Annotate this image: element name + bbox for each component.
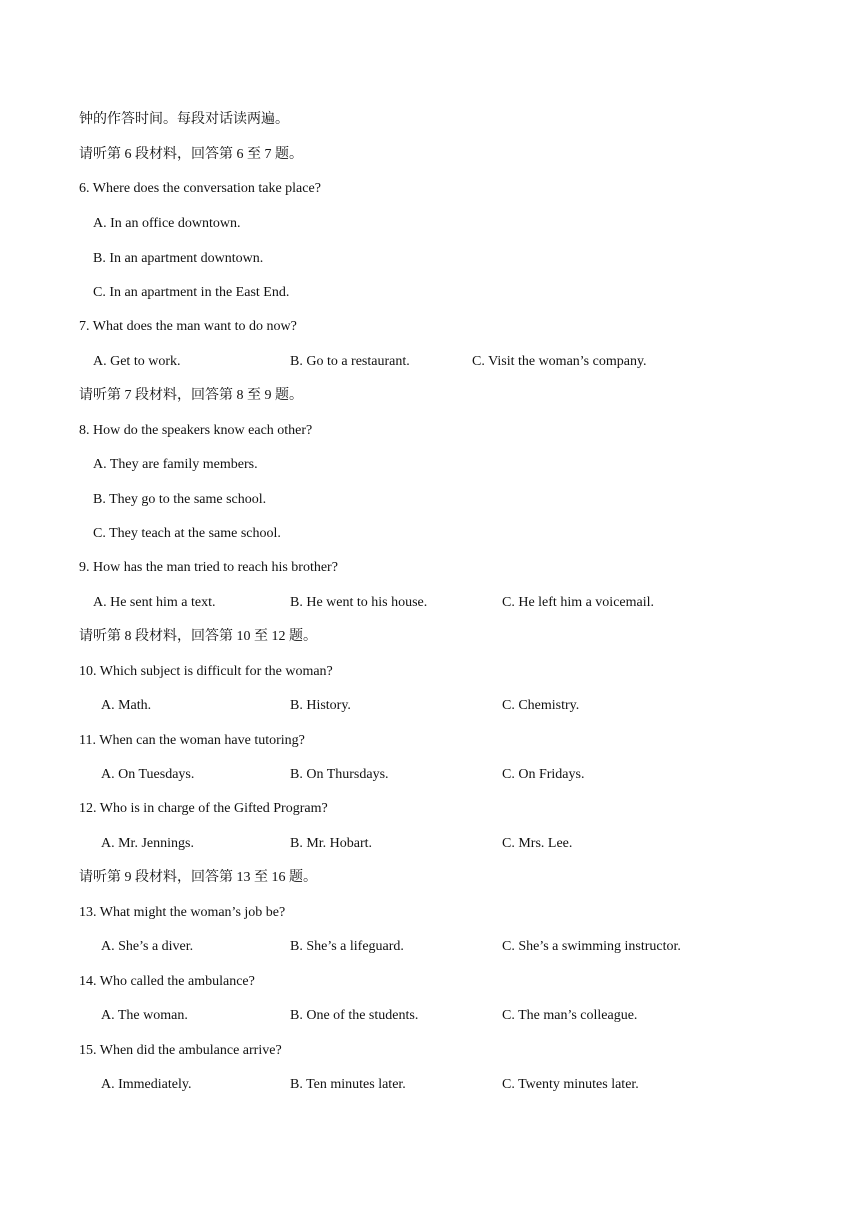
- question-9-option-a: A. He sent him a text.: [93, 595, 216, 610]
- question-10-option-c: C. Chemistry.: [502, 698, 580, 713]
- question-7-stem: 7. What does the man want to do now?: [79, 319, 297, 334]
- question-13-option-c: C. She’s a swimming instructor.: [502, 939, 681, 954]
- question-15-stem: 15. When did the ambulance arrive?: [79, 1043, 282, 1058]
- question-8-option-b: B. They go to the same school.: [93, 492, 267, 507]
- question-10-stem: 10. Which subject is difficult for the woman?: [79, 664, 333, 679]
- section-6-instruction: 请听第 6 段材料，回答第 6 至 7 题。: [79, 147, 303, 162]
- question-13-option-b: B. She’s a lifeguard.: [290, 939, 404, 954]
- question-7-option-a: A. Get to work.: [93, 354, 181, 369]
- question-11-option-b: B. On Thursdays.: [290, 767, 389, 782]
- question-11-option-c: C. On Fridays.: [502, 767, 585, 782]
- question-12-option-b: B. Mr. Hobart.: [290, 836, 373, 851]
- question-6-option-a: A. In an office downtown.: [93, 216, 241, 231]
- instructions-text: 钟的作答时间。每段对话读两遍。: [79, 112, 289, 127]
- section-9-instruction: 请听第 9 段材料，回答第 13 至 16 题。: [79, 870, 317, 885]
- question-7-option-c: C. Visit the woman’s company.: [472, 354, 647, 369]
- question-6-stem: 6. Where does the conversation take place?: [79, 181, 321, 196]
- question-9-option-b: B. He went to his house.: [290, 595, 428, 610]
- question-13-option-a: A. She’s a diver.: [101, 939, 194, 954]
- question-12-option-a: A. Mr. Jennings.: [101, 836, 194, 851]
- section-7-instruction: 请听第 7 段材料，回答第 8 至 9 题。: [79, 388, 303, 403]
- question-6-option-b: B. In an apartment downtown.: [93, 251, 264, 266]
- section-8-instruction: 请听第 8 段材料，回答第 10 至 12 题。: [79, 629, 317, 644]
- question-15-option-a: A. Immediately.: [101, 1077, 192, 1092]
- question-14-stem: 14. Who called the ambulance?: [79, 974, 255, 989]
- question-14-option-b: B. One of the students.: [290, 1008, 419, 1023]
- question-11-stem: 11. When can the woman have tutoring?: [79, 733, 305, 748]
- question-6-option-c: C. In an apartment in the East End.: [93, 285, 290, 300]
- question-14-option-c: C. The man’s colleague.: [502, 1008, 638, 1023]
- question-12-stem: 12. Who is in charge of the Gifted Program?: [79, 801, 328, 816]
- question-14-option-a: A. The woman.: [101, 1008, 188, 1023]
- question-11-option-a: A. On Tuesdays.: [101, 767, 195, 782]
- question-9-option-c: C. He left him a voicemail.: [502, 595, 655, 610]
- question-8-option-a: A. They are family members.: [93, 457, 258, 472]
- question-8-stem: 8. How do the speakers know each other?: [79, 423, 313, 438]
- question-9-stem: 9. How has the man tried to reach his brother?: [79, 560, 338, 575]
- question-13-stem: 13. What might the woman’s job be?: [79, 905, 286, 920]
- question-15-option-c: C. Twenty minutes later.: [502, 1077, 639, 1092]
- question-8-option-c: C. They teach at the same school.: [93, 526, 281, 541]
- question-7-option-b: B. Go to a restaurant.: [290, 354, 410, 369]
- question-10-option-b: B. History.: [290, 698, 351, 713]
- question-12-option-c: C. Mrs. Lee.: [502, 836, 573, 851]
- question-15-option-b: B. Ten minutes later.: [290, 1077, 406, 1092]
- question-10-option-a: A. Math.: [101, 698, 152, 713]
